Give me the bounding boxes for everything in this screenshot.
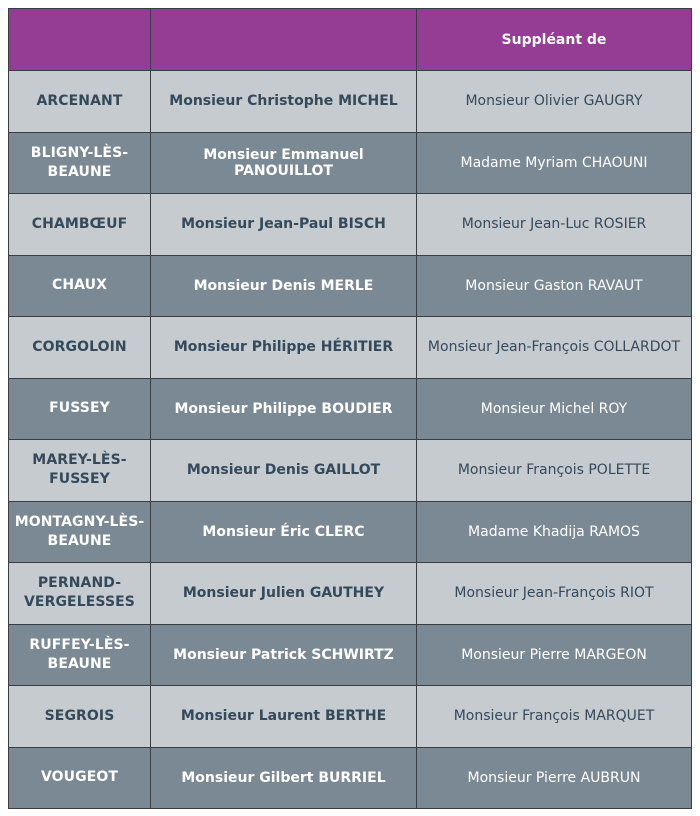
commune-cell: RUFFEY-LÈS-BEAUNE xyxy=(9,624,151,686)
commune-cell: MONTAGNY-LÈS-BEAUNE xyxy=(9,501,151,563)
table-row xyxy=(9,194,692,256)
table-row xyxy=(9,255,692,317)
titulaire-cell: Monsieur Gilbert BURRIEL xyxy=(151,747,417,809)
header-commune xyxy=(9,9,151,71)
titulaire-cell: Monsieur Patrick SCHWIRTZ xyxy=(151,624,417,686)
suppleant-cell: Monsieur Jean-François RIOT xyxy=(417,563,692,625)
table-row xyxy=(9,378,692,440)
titulaire-cell: Monsieur Julien GAUTHEY xyxy=(151,563,417,625)
suppleant-cell: Monsieur Olivier GAUGRY xyxy=(417,71,692,133)
table-row xyxy=(9,71,692,133)
table-row xyxy=(9,132,692,194)
titulaire-cell: Monsieur Jean-Paul BISCH xyxy=(151,194,417,256)
titulaire-cell: Monsieur Denis MERLE xyxy=(151,255,417,317)
commune-cell: PERNAND-VERGELESSES xyxy=(9,563,151,625)
commune-cell: ARCENANT xyxy=(9,71,151,133)
table-row xyxy=(9,686,692,748)
commune-cell: MAREY-LÈS-FUSSEY xyxy=(9,440,151,502)
table-row xyxy=(9,440,692,502)
suppleant-cell: Monsieur Michel ROY xyxy=(417,378,692,440)
table-header-row xyxy=(9,9,692,71)
titulaire-cell: Monsieur Philippe BOUDIER xyxy=(151,378,417,440)
titulaire-cell: Monsieur Denis GAILLOT xyxy=(151,440,417,502)
titulaire-cell: Monsieur Philippe HÉRITIER xyxy=(151,317,417,379)
header-suppleant: Suppléant de xyxy=(417,9,692,71)
table-row xyxy=(9,501,692,563)
suppleant-cell: Monsieur François MARQUET xyxy=(417,686,692,748)
suppleant-cell: Monsieur Jean-Luc ROSIER xyxy=(417,194,692,256)
suppleant-cell: Madame Myriam CHAOUNI xyxy=(417,132,692,194)
commune-cell: SEGROIS xyxy=(9,686,151,748)
delegates-table xyxy=(8,8,692,809)
suppleant-cell: Monsieur Pierre AUBRUN xyxy=(417,747,692,809)
commune-cell: BLIGNY-LÈS-BEAUNE xyxy=(9,132,151,194)
suppleant-cell: Monsieur Pierre MARGEON xyxy=(417,624,692,686)
suppleant-cell: Monsieur Jean-François COLLARDOT xyxy=(417,317,692,379)
table-row xyxy=(9,624,692,686)
titulaire-cell: Monsieur Christophe MICHEL xyxy=(151,71,417,133)
titulaire-cell: Monsieur Emmanuel PANOUILLOT xyxy=(151,132,417,194)
titulaire-cell: Monsieur Laurent BERTHE xyxy=(151,686,417,748)
table-row xyxy=(9,747,692,809)
commune-cell: CORGOLOIN xyxy=(9,317,151,379)
table-row xyxy=(9,563,692,625)
suppleant-cell: Monsieur Gaston RAVAUT xyxy=(417,255,692,317)
commune-cell: CHAMBŒUF xyxy=(9,194,151,256)
commune-cell: FUSSEY xyxy=(9,378,151,440)
commune-cell: VOUGEOT xyxy=(9,747,151,809)
table-row xyxy=(9,317,692,379)
header-titulaire xyxy=(151,9,417,71)
suppleant-cell: Monsieur François POLETTE xyxy=(417,440,692,502)
commune-cell: CHAUX xyxy=(9,255,151,317)
suppleant-cell: Madame Khadija RAMOS xyxy=(417,501,692,563)
titulaire-cell: Monsieur Éric CLERC xyxy=(151,501,417,563)
